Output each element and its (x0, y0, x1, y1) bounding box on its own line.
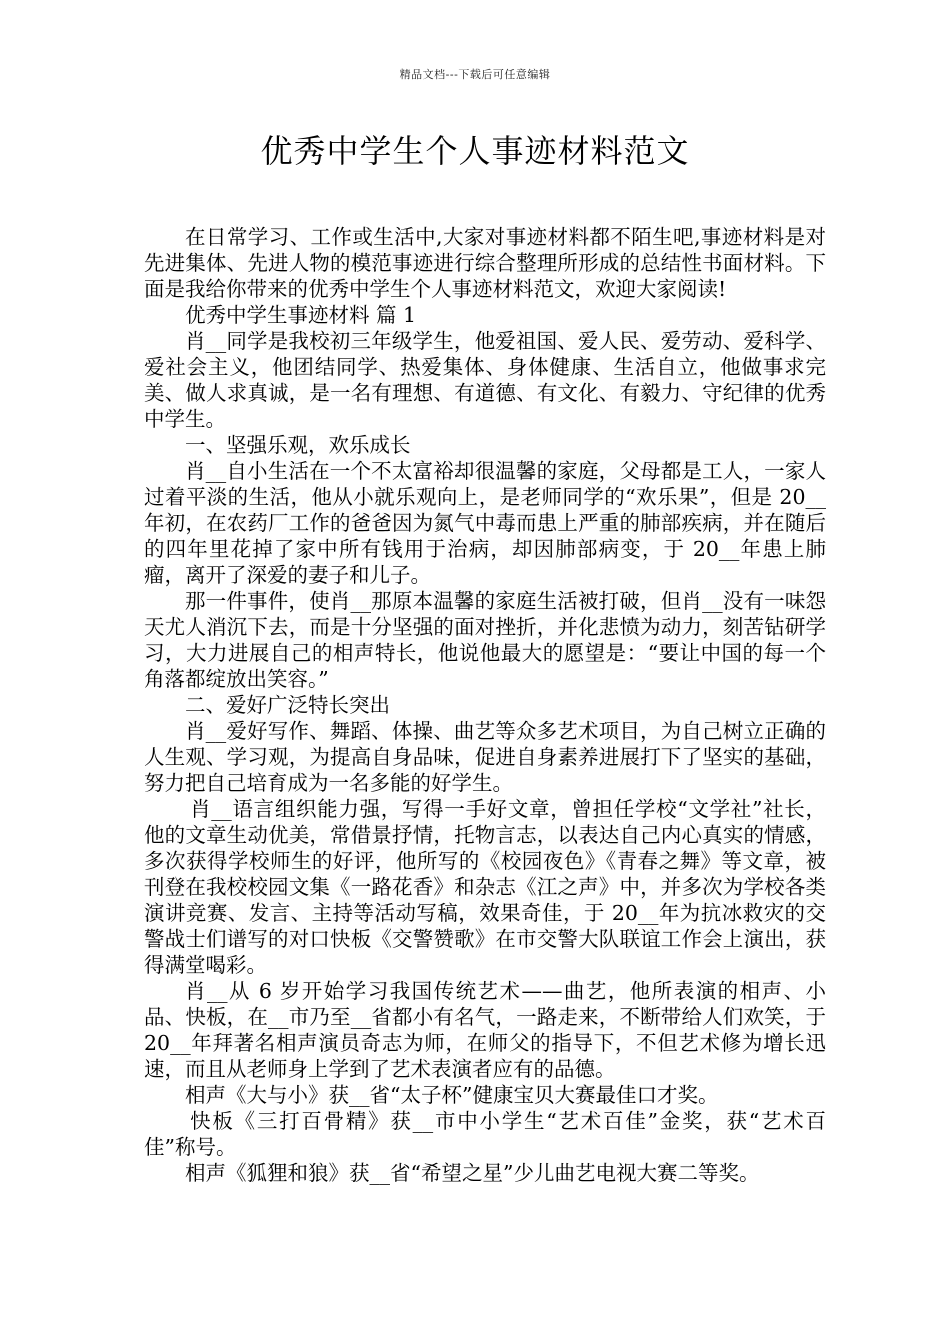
award-item: 相声《大与小》获__省“太子杯”健康宝贝大赛最佳口才奖。 (185, 1083, 719, 1107)
document-body (144, 224, 826, 1186)
paragraph-family: 肖__自小生活在一个不太富裕却很温馨的家庭，父母都是工人，一家人过着平淡的生活，他从小就乐观向上，是老师同学的“欢乐果”，但是 20__年初，在农药厂工作的爸爸因为氮气中毒而患上严重的肺部疾病，并在随后的四年里花掉了家中所有钱用于治病，却因肺部病变，于 20__年患上肺瘤，离开了深爱的妻子和儿子。 (144, 459, 826, 587)
header-note: 精品文档---下载后可任意编辑 (399, 68, 551, 81)
award-item: 相声《狐狸和狼》获__省“希望之星”少儿曲艺电视大赛二等奖。 (185, 1161, 760, 1185)
section-heading-1: 一、坚强乐观，欢乐成长 (185, 433, 411, 457)
paragraph-hobbies: 肖__爱好写作、舞蹈、体操、曲艺等众多艺术项目，为自己树立正确的人生观、学习观，为提高自身品味，促进自身素养进展打下了坚实的基础，努力把自己培育成为一名多能的好学生。 (144, 719, 826, 795)
paragraph-writing: 肖__语言组织能力强，写得一手好文章，曾担任学校“文学社”社长，他的文章生动优美，常借景抒情，托物言志，以表达自己内心真实的情感，多次获得学校师生的好评，他所写的《校园夜色》《青春之舞》等文章，被刊登在我校校园文集《一路花香》和杂志《江之声》中，并多次为学校各类演讲竞赛、发言、主持等活动写稿，效果奇佳，于 20__年为抗冰救灾的交警战士们谱写的对口快板《交警赞歌》在市交警大队联谊工作会上演出，获得满堂喝彩。 (144, 797, 826, 977)
paragraph-intro: 在日常学习、工作或生活中,大家对事迹材料都不陌生吧,事迹材料是对先进集体、先进人物的模范事迹进行综合整理所形成的总结性书面材料。下面是我给你带来的优秀中学生个人事迹材料范文，欢迎大家阅读! (144, 225, 826, 301)
section-heading-article-1: 优秀中学生事迹材料 篇 1 (185, 303, 417, 327)
section-heading-2: 二、爱好广泛特长突出 (185, 693, 390, 717)
paragraph-summary: 肖__同学是我校初三年级学生，他爱祖国、爱人民、爱劳动、爱科学、爱社会主义，他团结同学、热爱集体、身体健康、生活自立，他做事求完美、做人求真诚，是一名有理想、有道德、有文化、有毅力、守纪律的优秀中学生。 (144, 329, 826, 431)
paragraph-resilience: 那一件事件，使肖__那原本温馨的家庭生活被打破，但肖__没有一味怨天尤人消沉下去，而是十分坚强的面对挫折，并化悲愤为动力，刻苦钻研学习，大力进展自己的相声特长，他说他最大的愿望是：“要让中国的每一个角落都绽放出笑容。” (144, 589, 826, 691)
award-item: 快板《三打百骨精》获__市中小学生“艺术百佳”金奖，获“艺术百佳”称号。 (144, 1109, 826, 1159)
document-title: 优秀中学生个人事迹材料范文 (260, 132, 690, 170)
paragraph-quyi: 肖__从 6 岁开始学习我国传统艺术——曲艺，他所表演的相声、小品、快板，在__市乃至__省都小有名气，一路走来，不断带给人们欢笑，于 20__年拜著名相声演员奇志为师，在师父的指导下，不但艺术修为增长迅速，而且从老师身上学到了艺术表演者应有的品德。 (144, 979, 826, 1081)
